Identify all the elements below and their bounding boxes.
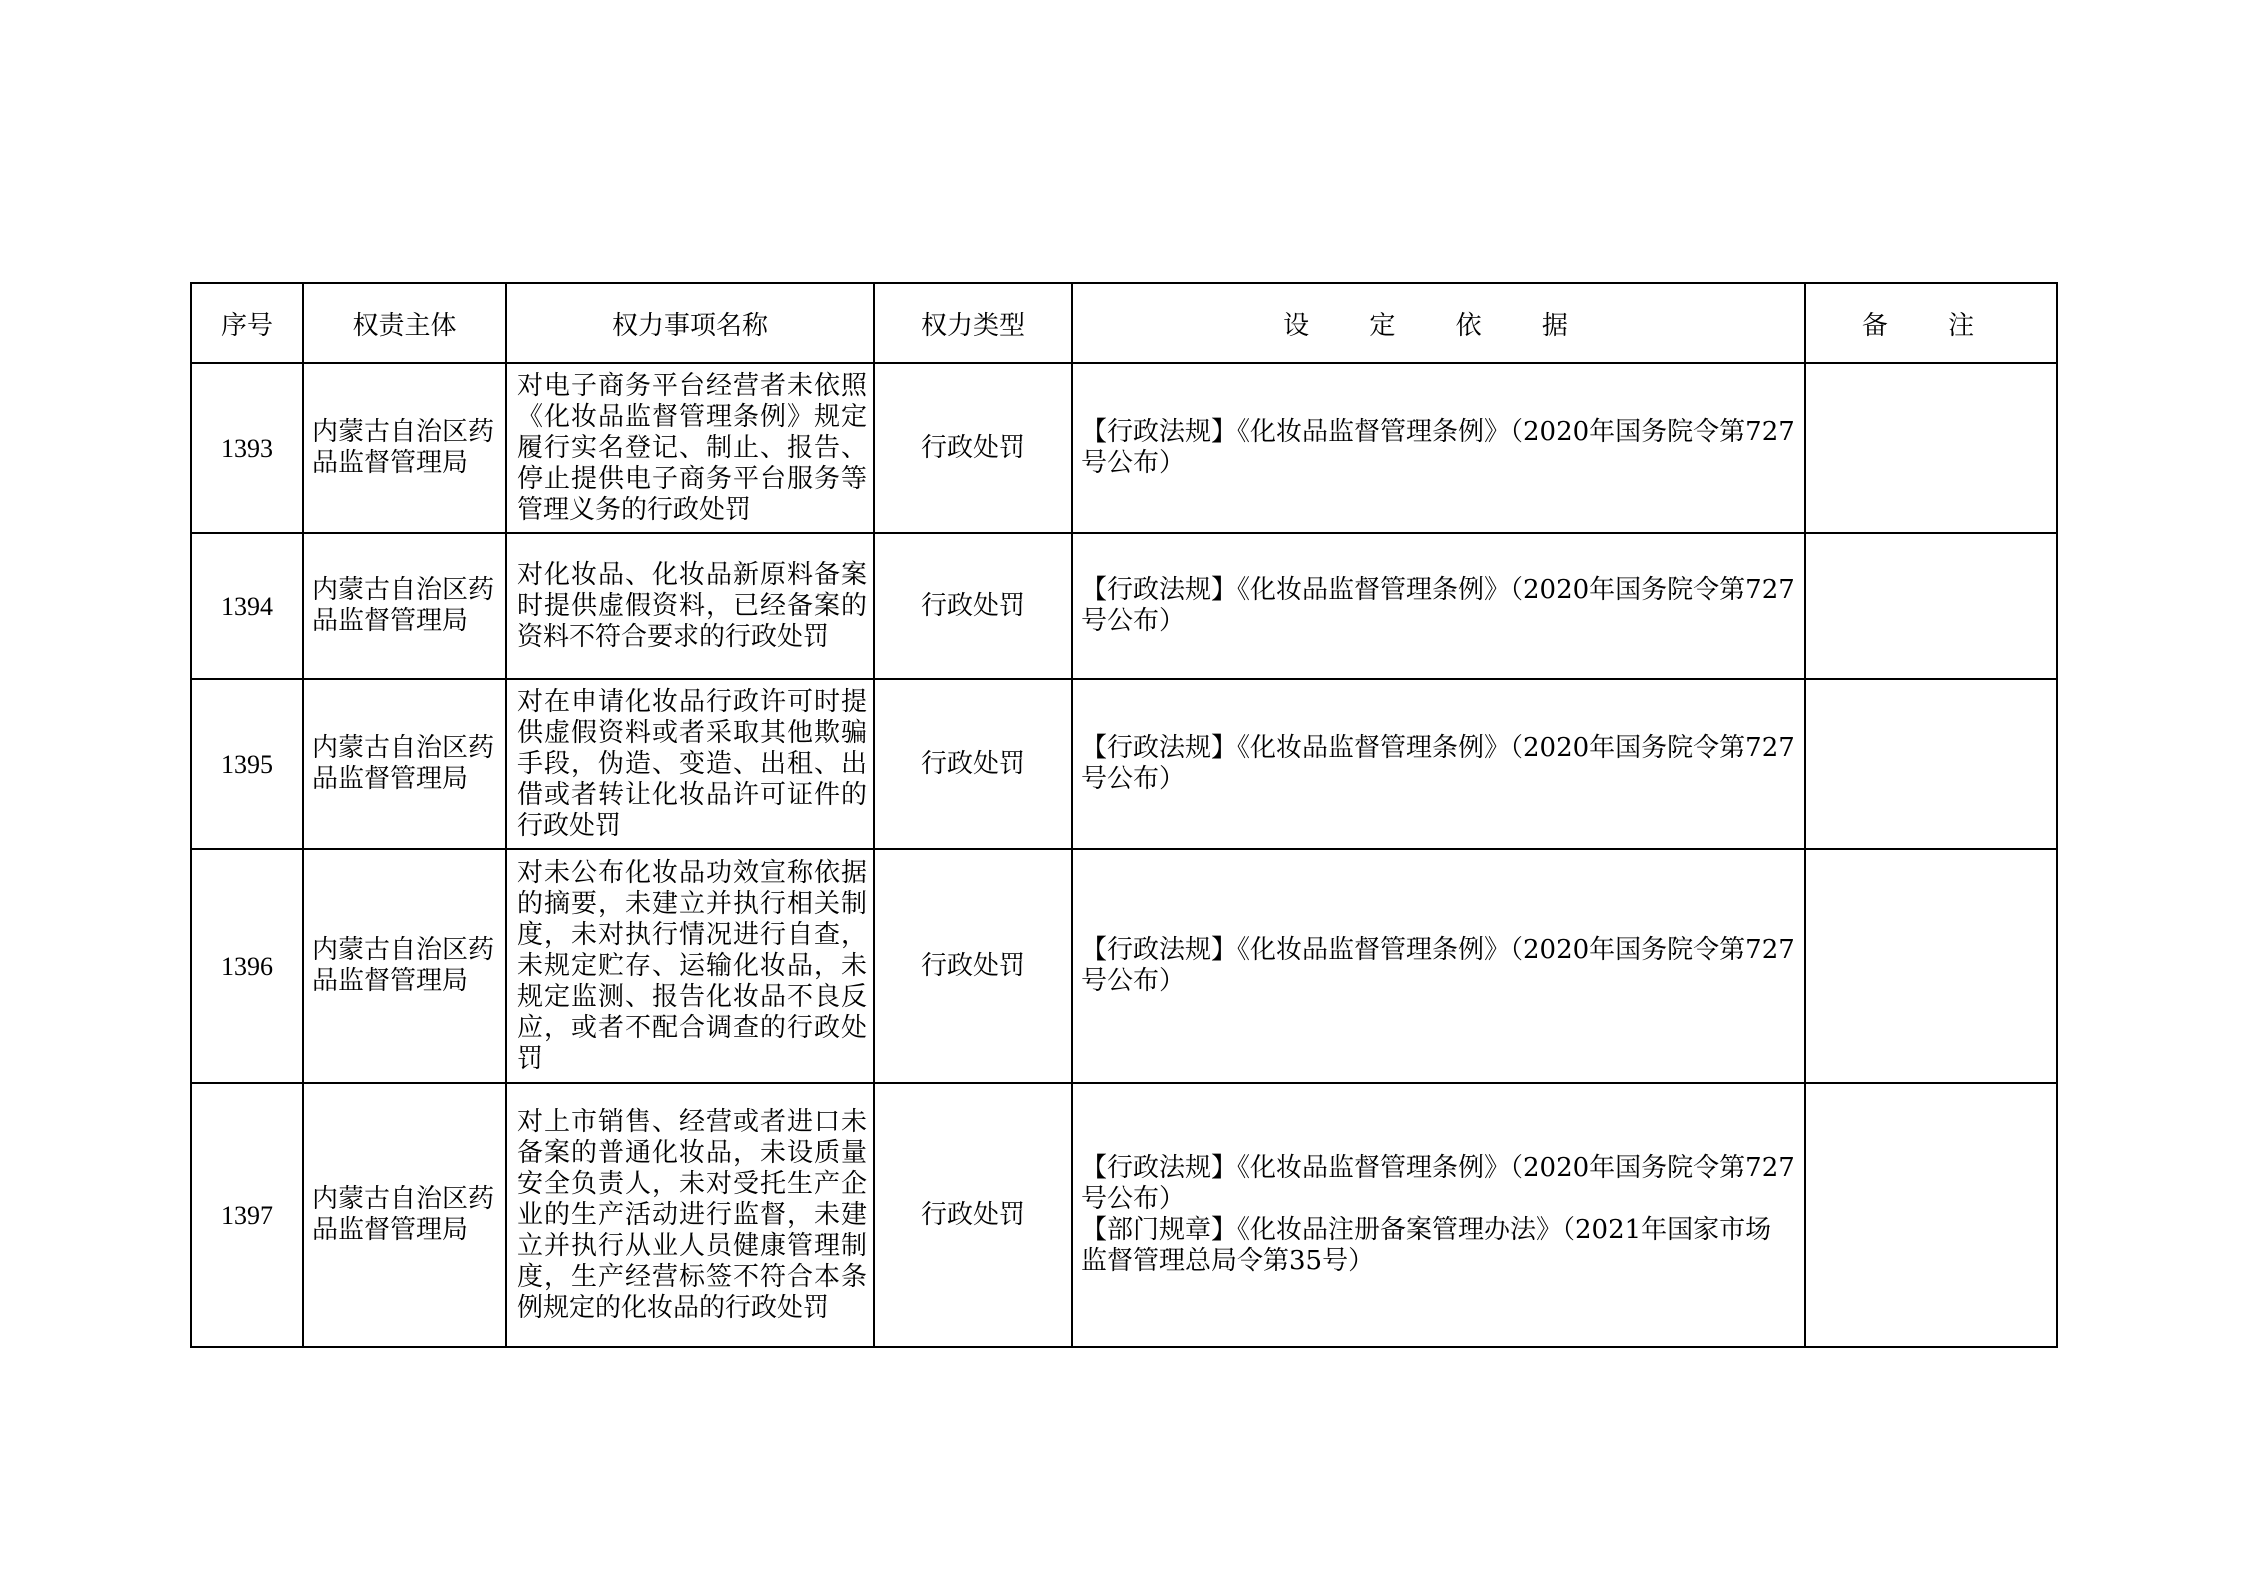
table-row [191,849,2057,1083]
cell-item: 对电子商务平台经营者未依照《化妆品监督管理条例》规定履行实名登记、制止、报告、停止提供电子商务平台服务等管理义务的行政处罚 [506,363,874,533]
table-row [191,363,2057,533]
cell-subject: 内蒙古自治区药品监督管理局 [303,533,506,679]
cell-basis [1072,363,1805,533]
header-row [191,283,2057,363]
header-basis: 设 定 依 据 [1072,283,1805,363]
cell-no: 1395 [191,679,303,849]
basis-line: 【行政法规】《化妆品监督管理条例》（2020年国务院令第727号公布） [1081,1153,1795,1214]
basis-line: 【行政法规】《化妆品监督管理条例》（2020年国务院令第727号公布） [1081,935,1795,996]
basis-line: 【行政法规】《化妆品监督管理条例》（2020年国务院令第727号公布） [1081,417,1795,478]
cell-note [1805,1083,2057,1347]
basis-line: 【行政法规】《化妆品监督管理条例》（2020年国务院令第727号公布） [1081,575,1795,636]
cell-subject: 内蒙古自治区药品监督管理局 [303,849,506,1083]
cell-type: 行政处罚 [874,849,1072,1083]
cell-no: 1394 [191,533,303,679]
cell-no: 1393 [191,363,303,533]
cell-subject: 内蒙古自治区药品监督管理局 [303,1083,506,1347]
cell-basis [1072,533,1805,679]
basis-line: 【部门规章】《化妆品注册备案管理办法》（2021年国家市场监督管理总局令第35号） [1081,1215,1772,1276]
table-row [191,679,2057,849]
document-table-container [190,282,2056,1348]
cell-type: 行政处罚 [874,533,1072,679]
cell-item: 对在申请化妆品行政许可时提供虚假资料或者采取其他欺骗手段，伪造、变造、出租、出借或者转让化妆品许可证件的行政处罚 [506,679,874,849]
cell-no: 1396 [191,849,303,1083]
cell-type: 行政处罚 [874,363,1072,533]
header-type: 权力类型 [874,283,1072,363]
table-row [191,533,2057,679]
cell-basis [1072,849,1805,1083]
header-note: 备 注 [1805,283,2057,363]
cell-note [1805,679,2057,849]
cell-note [1805,849,2057,1083]
power-list-table [190,282,2058,1348]
cell-item: 对上市销售、经营或者进口未备案的普通化妆品，未设质量安全负责人，未对受托生产企业的生产活动进行监督，未建立并执行从业人员健康管理制度，生产经营标签不符合本条例规定的化妆品的行政处罚 [506,1083,874,1347]
table-row [191,1083,2057,1347]
cell-type: 行政处罚 [874,679,1072,849]
cell-subject: 内蒙古自治区药品监督管理局 [303,679,506,849]
cell-subject: 内蒙古自治区药品监督管理局 [303,363,506,533]
cell-item: 对化妆品、化妆品新原料备案时提供虚假资料，已经备案的资料不符合要求的行政处罚 [506,533,874,679]
header-no: 序号 [191,283,303,363]
cell-no: 1397 [191,1083,303,1347]
cell-basis [1072,679,1805,849]
cell-basis [1072,1083,1805,1347]
cell-type: 行政处罚 [874,1083,1072,1347]
cell-note [1805,363,2057,533]
header-item: 权力事项名称 [506,283,874,363]
cell-note [1805,533,2057,679]
basis-line: 【行政法规】《化妆品监督管理条例》（2020年国务院令第727号公布） [1081,733,1795,794]
cell-item: 对未公布化妆品功效宣称依据的摘要，未建立并执行相关制度，未对执行情况进行自查，未规定贮存、运输化妆品，未规定监测、报告化妆品不良反应，或者不配合调查的行政处罚 [506,849,874,1083]
header-subject: 权责主体 [303,283,506,363]
